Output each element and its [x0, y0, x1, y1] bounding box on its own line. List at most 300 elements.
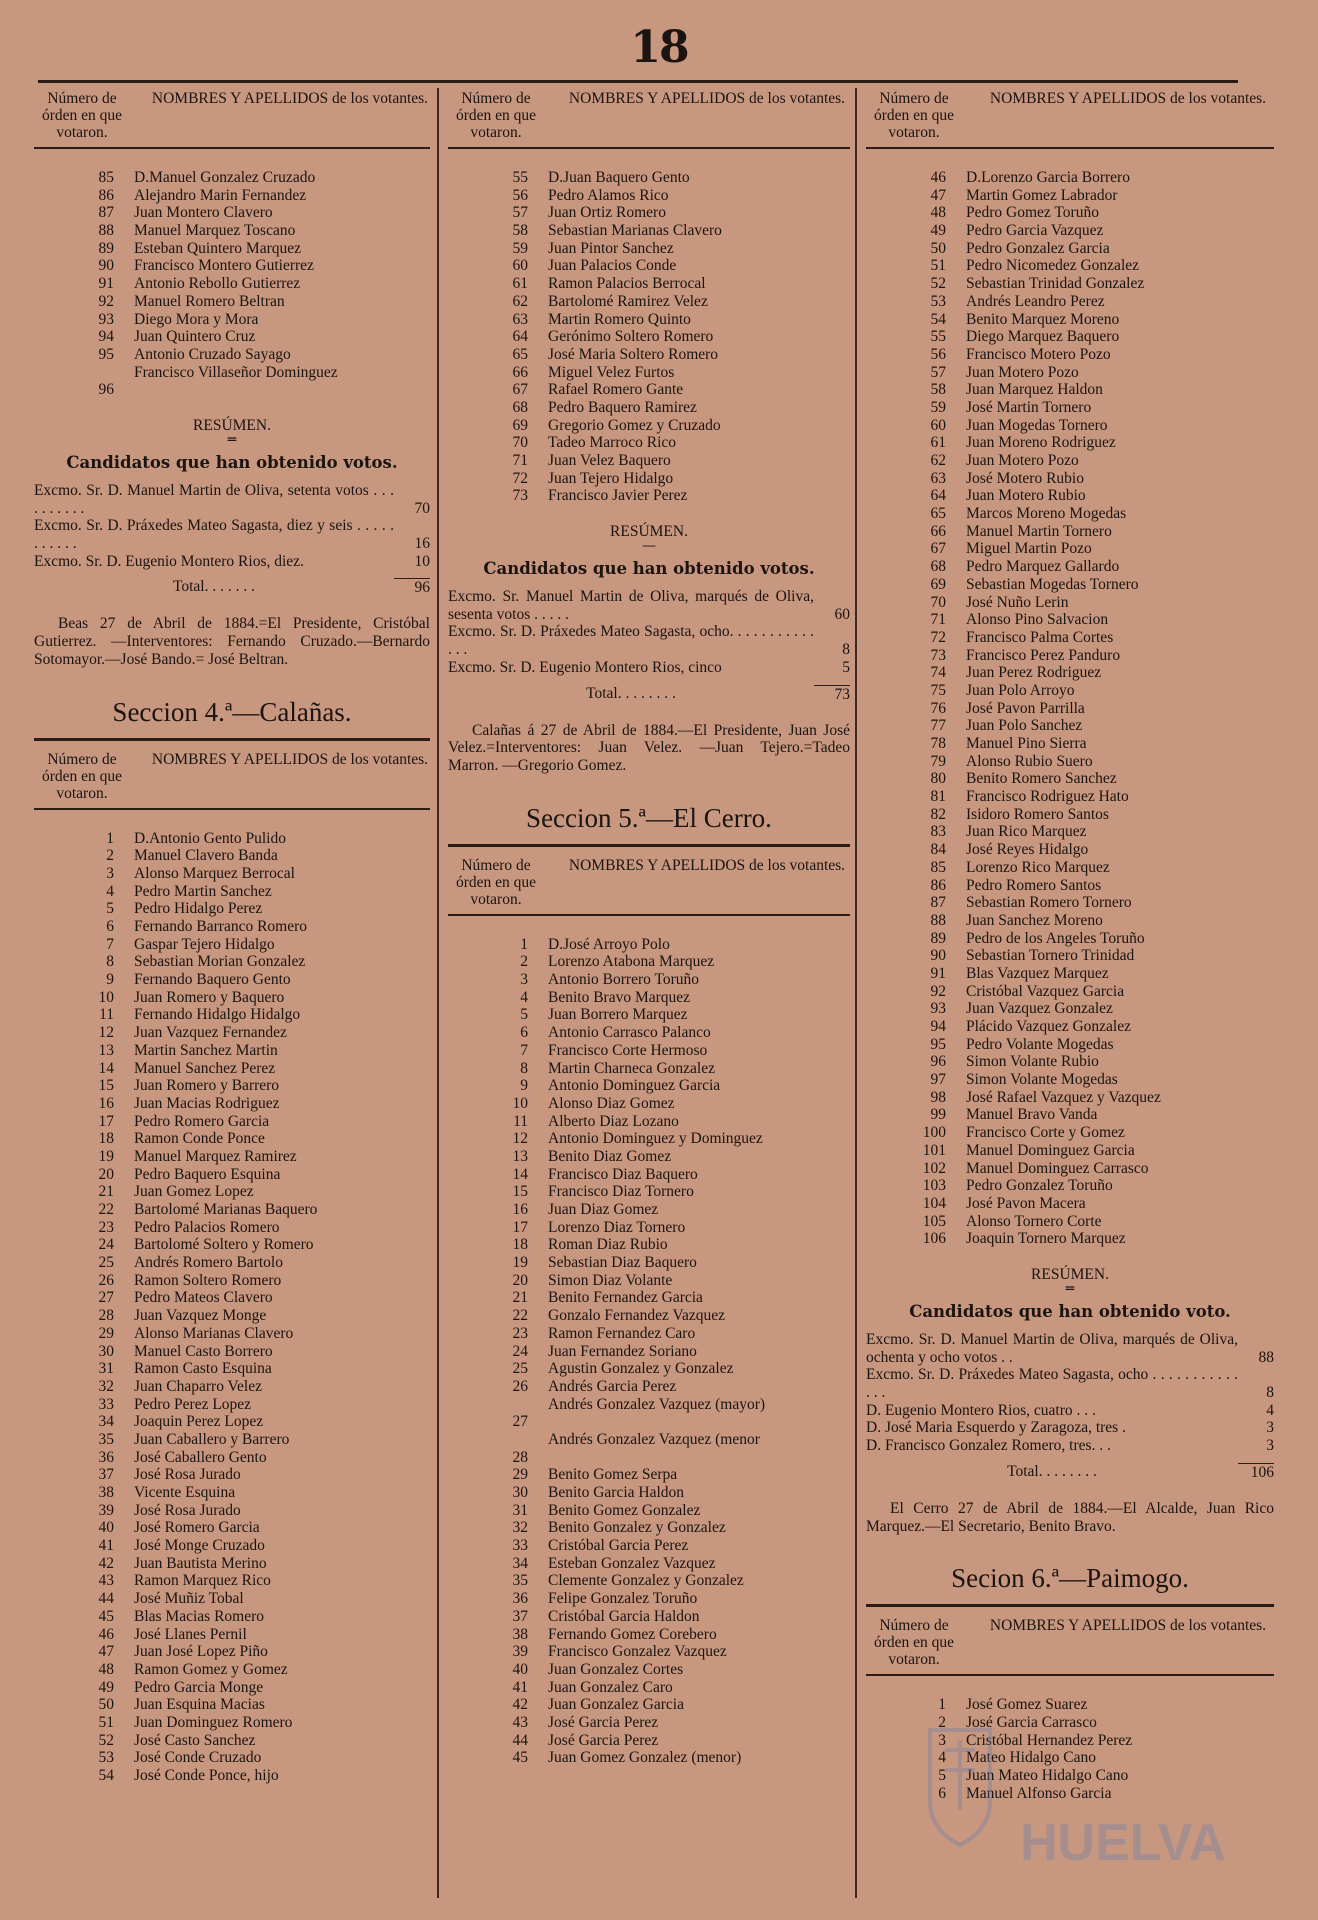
- voter-name: Juan José Lopez Piño: [134, 1643, 268, 1661]
- voter-number: 98: [930, 1088, 946, 1106]
- voter-number: 40: [512, 1660, 528, 1678]
- voter-row: [34, 1537, 430, 1555]
- voter-name: Pedro Perez Lopez: [134, 1395, 252, 1413]
- voter-name: Juan Rico Marquez: [966, 823, 1087, 841]
- voter-row: [448, 1166, 850, 1184]
- voter-name: Andrés Garcia Perez: [548, 1377, 677, 1395]
- voter-name: Miguel Martin Pozo: [966, 540, 1092, 558]
- voter-name: José Rosa Jurado: [134, 1501, 241, 1519]
- column-divider: [855, 88, 857, 1898]
- total-value: 73: [814, 685, 850, 704]
- voter-row: [448, 1148, 850, 1166]
- voter-number: 55: [512, 169, 528, 186]
- voter-number: 67: [930, 540, 946, 558]
- voter-name: Sebastian Marianas Clavero: [548, 222, 722, 240]
- voter-name: Juan Motero Pozo: [966, 452, 1079, 469]
- voter-number: 22: [512, 1307, 528, 1325]
- candidate-name: Excmo. Sr. D. Manuel Martin de Oliva, marqués de Oliva, ochenta y ocho votos . .: [866, 1330, 1238, 1366]
- voter-number: 37: [512, 1607, 528, 1625]
- voter-number: 4: [938, 1749, 946, 1767]
- voter-row: [866, 770, 1274, 788]
- voter-name: Juan Ortiz Romero: [548, 204, 666, 222]
- voter-name: Manuel Clavero Banda: [134, 847, 278, 865]
- vote-count: 5: [842, 658, 850, 676]
- voter-row: [448, 257, 850, 275]
- voter-name: Pedro Garcia Monge: [134, 1678, 264, 1696]
- voter-row: [448, 1714, 850, 1732]
- voter-number: 3: [106, 864, 114, 882]
- voter-name: José Garcia Perez: [548, 1713, 659, 1731]
- voter-number: 7: [520, 1041, 528, 1059]
- voter-row: [34, 1396, 430, 1414]
- voter-row: [34, 1289, 430, 1307]
- voter-name: Juan Romero y Barrero: [134, 1077, 280, 1095]
- voter-row: [448, 1732, 850, 1750]
- voter-name: Ramon Gomez y Gomez: [134, 1660, 288, 1678]
- voter-number: 41: [512, 1678, 528, 1696]
- voter-number: 16: [98, 1094, 114, 1112]
- voter-number: 94: [930, 1018, 946, 1035]
- vote-count: 8: [1266, 1384, 1274, 1402]
- voter-row: [866, 576, 1274, 594]
- voter-name: José Conde Ponce, hijo: [134, 1767, 279, 1785]
- voter-number: 1: [106, 829, 114, 847]
- candidate-name: Excmo. Sr. D. Práxedes Mateo Sagasta, ocho. . . . . . . . . . . . . .: [448, 623, 814, 659]
- voter-row: [866, 257, 1274, 275]
- voter-name: Juan Gonzalez Caro: [548, 1678, 673, 1696]
- voter-row: [34, 1572, 430, 1590]
- voter-row: [448, 452, 850, 470]
- voter-number: 77: [930, 717, 946, 735]
- voter-row: [448, 311, 850, 329]
- voter-row: [448, 1060, 850, 1078]
- section-title: Seccion 4.ª—Calañas.: [34, 697, 430, 741]
- voter-name: Juan Velez Baquero: [548, 452, 671, 469]
- voter-number: 46: [98, 1625, 114, 1643]
- voter-row: [866, 912, 1274, 930]
- voter-name: Roman Diaz Rubio: [548, 1236, 668, 1254]
- voter-row: [448, 487, 850, 505]
- voter-name: Esteban Gonzalez Vazquez: [548, 1554, 716, 1572]
- voter-number: 70: [930, 593, 946, 611]
- voter-name: Juan Borrero Marquez: [548, 1006, 688, 1024]
- voter-number: 10: [512, 1094, 528, 1112]
- voter-name: Lorenzo Diaz Tornero: [548, 1218, 686, 1236]
- candidate-name: Excmo. Sr. D. Práxedes Mateo Sagasta, ocho . . . . . . . . . . . . . .: [866, 1366, 1238, 1402]
- voter-number: 6: [520, 1024, 528, 1042]
- voter-row: [866, 965, 1274, 983]
- voter-name: Juan Perez Rodriguez: [966, 664, 1102, 682]
- voter-number: 27: [512, 1413, 528, 1431]
- voter-row: [866, 753, 1274, 771]
- voter-name: Pedro Volante Mogedas: [966, 1035, 1114, 1053]
- voter-name: Marcos Moreno Mogedas: [966, 505, 1127, 523]
- voter-name: Vicente Esquina: [134, 1484, 236, 1502]
- voter-name: José Garcia Carrasco: [966, 1713, 1097, 1731]
- voter-number: 97: [930, 1071, 946, 1089]
- voter-name: Alejandro Marin Fernandez: [134, 186, 307, 204]
- voter-name: Martin Romero Quinto: [548, 310, 691, 328]
- voter-name: Francisco Diaz Tornero: [548, 1183, 694, 1201]
- voter-number: 27: [98, 1289, 114, 1307]
- voter-name: Bartolomé Marianas Baquero: [134, 1201, 318, 1219]
- voter-name: José Nuño Lerin: [966, 593, 1069, 611]
- voter-name: Isidoro Romero Santos: [966, 805, 1109, 823]
- voter-row: [866, 629, 1274, 647]
- voter-number: 51: [930, 257, 946, 275]
- voter-row: [448, 1360, 850, 1378]
- voter-name: Juan Gonzalez Garcia: [548, 1696, 684, 1714]
- voter-row: [34, 847, 430, 865]
- voter-name: Rafael Romero Gante: [548, 381, 684, 399]
- voter-number: 44: [98, 1590, 114, 1608]
- voter-row: [866, 452, 1274, 470]
- voter-row: [866, 381, 1274, 399]
- voter-name: Antonio Cruzado Sayago: [134, 345, 291, 363]
- voter-name: Juan Romero y Baquero: [134, 988, 285, 1006]
- voter-name: Cristóbal Hernandez Perez: [966, 1731, 1133, 1749]
- voter-row: [34, 953, 430, 971]
- voter-number: 92: [98, 292, 114, 310]
- voter-number: 25: [512, 1360, 528, 1378]
- voter-name: Plácido Vazquez Gonzalez: [966, 1018, 1131, 1035]
- voter-name: Pedro Martin Sanchez: [134, 882, 272, 900]
- voter-name: José Gomez Suarez: [966, 1696, 1088, 1714]
- voter-name: Francisco Rodriguez Hato: [966, 788, 1129, 806]
- voter-name: José Muñiz Tobal: [134, 1590, 244, 1608]
- voter-row: [34, 1413, 430, 1431]
- voter-name: José Rosa Jurado: [134, 1466, 241, 1484]
- voter-number: 16: [512, 1201, 528, 1218]
- candidates-heading: Candidatos que han obtenido votos.: [66, 452, 398, 472]
- header-number: Número de órden en que votaron.: [41, 750, 123, 802]
- voter-number: 57: [930, 363, 946, 381]
- voter-number: 100: [922, 1124, 946, 1142]
- voter-number: 7: [106, 935, 114, 953]
- voter-number: 42: [98, 1554, 114, 1572]
- voter-number: 12: [98, 1024, 114, 1042]
- voter-row: [448, 936, 850, 954]
- voter-number: 47: [930, 186, 946, 204]
- voter-row: [34, 1343, 430, 1361]
- voter-name: Simon Volante Rubio: [966, 1053, 1099, 1071]
- voter-row: [34, 1307, 430, 1325]
- voter-row: [448, 470, 850, 488]
- voter-number: 24: [98, 1236, 114, 1254]
- voter-name: Juan Vazquez Gonzalez: [966, 1000, 1113, 1018]
- voter-row: [34, 257, 430, 275]
- voter-number: 60: [512, 257, 528, 275]
- voter-row: [866, 346, 1274, 364]
- voter-row: [866, 399, 1274, 417]
- column-1: [34, 90, 430, 1785]
- voter-number: 66: [512, 363, 528, 381]
- total-row: [34, 578, 430, 597]
- voter-name: José Casto Sanchez: [134, 1731, 256, 1749]
- voter-row: [448, 1502, 850, 1520]
- voter-name: D.Lorenzo Garcia Borrero: [966, 169, 1130, 186]
- voter-row: [448, 1590, 850, 1608]
- voter-row: [448, 381, 850, 399]
- voter-row: [34, 1024, 430, 1042]
- voter-row: [866, 682, 1274, 700]
- voter-name: Benito Diaz Gomez: [548, 1147, 672, 1165]
- voter-row: [448, 1183, 850, 1201]
- voter-number: 54: [930, 310, 946, 328]
- voter-name: Juan Polo Sanchez: [966, 717, 1083, 735]
- voter-row: [866, 983, 1274, 1001]
- voter-number: 61: [930, 434, 946, 452]
- voter-row: [448, 1236, 850, 1254]
- voter-row: [448, 346, 850, 364]
- voter-number: 106: [922, 1230, 946, 1248]
- table-header: [448, 857, 850, 916]
- total-label: Total. . . . . . . .: [586, 684, 676, 702]
- candidate-name: D. Francisco Gonzalez Romero, tres. . .: [866, 1437, 1111, 1455]
- voter-row: [448, 1219, 850, 1237]
- voter-name: Manuel Casto Borrero: [134, 1342, 273, 1360]
- voter-name: Fernando Gomez Corebero: [548, 1625, 717, 1643]
- table-header: [34, 751, 430, 810]
- voter-name: Manuel Marquez Ramirez: [134, 1147, 297, 1165]
- voter-row: [448, 1254, 850, 1272]
- voter-number: 13: [98, 1041, 114, 1059]
- voter-name: Manuel Martin Tornero: [966, 522, 1112, 540]
- closing-text: Beas 27 de Abril de 1884.=El Presidente, Cristóbal Gutierrez. —Interventores: Fernando Cruzado.—Bernardo Sotomayor.—José Bando.= José Beltran.: [34, 615, 430, 668]
- voter-number: 92: [930, 982, 946, 1000]
- voter-name: Alonso Rubio Suero: [966, 752, 1093, 770]
- voter-row: [34, 989, 430, 1007]
- voter-row: [34, 1183, 430, 1201]
- column-3: [866, 90, 1274, 1802]
- voter-number: 79: [930, 752, 946, 770]
- voter-name: D.Manuel Gonzalez Cruzado: [134, 169, 316, 186]
- result-entry: [866, 1437, 1274, 1455]
- voter-row: [34, 1608, 430, 1626]
- voter-row: [866, 470, 1274, 488]
- voter-name: Pedro Hidalgo Perez: [134, 900, 263, 918]
- dash-divider: ═: [227, 431, 237, 448]
- voter-row: [448, 1024, 850, 1042]
- voter-row: [34, 311, 430, 329]
- voter-row: [448, 1679, 850, 1697]
- voter-name: Lorenzo Rico Marquez: [966, 858, 1110, 876]
- voter-row: [34, 1201, 430, 1219]
- voter-number: 17: [98, 1112, 114, 1130]
- candidate-name: Excmo. Sr. D. Manuel Martin de Oliva, setenta votos . . . . . . . . . .: [34, 481, 394, 517]
- total-value: 106: [1238, 1463, 1274, 1482]
- voter-number: 95: [930, 1035, 946, 1053]
- top-rule: [38, 80, 1238, 83]
- voter-name: Manuel Dominguez Garcia: [966, 1141, 1135, 1159]
- voter-number: 24: [512, 1342, 528, 1360]
- voter-name: Manuel Marquez Toscano: [134, 222, 296, 240]
- voter-name: Juan Palacios Conde: [548, 257, 677, 275]
- voter-name: José Conde Cruzado: [134, 1749, 262, 1767]
- table-header: [866, 1617, 1274, 1676]
- table-header: [448, 90, 850, 149]
- voter-name: Pedro Nicomedez Gonzalez: [966, 257, 1140, 275]
- voter-number: 9: [106, 971, 114, 989]
- voter-row: [34, 1360, 430, 1378]
- voter-number: 85: [98, 169, 114, 186]
- voter-name: Juan Sanchez Moreno: [966, 911, 1103, 929]
- voter-row: [34, 1042, 430, 1060]
- voter-number: 93: [930, 1000, 946, 1018]
- voter-name: Juan Motero Pozo: [966, 363, 1079, 381]
- voter-number: 37: [98, 1466, 114, 1484]
- voter-number: 88: [930, 911, 946, 929]
- voter-name: Juan Bautista Merino: [134, 1554, 267, 1572]
- voter-number: 52: [98, 1731, 114, 1749]
- voter-number: 28: [512, 1448, 528, 1466]
- voter-number: 83: [930, 823, 946, 841]
- voter-number: 64: [930, 487, 946, 505]
- voter-number: 13: [512, 1147, 528, 1165]
- result-entry: [34, 553, 430, 571]
- section-title: Secion 6.ª—Paimogo.: [866, 1563, 1274, 1607]
- voter-row: [34, 1325, 430, 1343]
- voter-name: Juan Gomez Gonzalez (menor): [548, 1749, 742, 1767]
- voter-name: Agustin Gonzalez y Gonzalez: [548, 1360, 734, 1378]
- voter-row: [866, 859, 1274, 877]
- voter-name: Juan Dominguez Romero: [134, 1713, 293, 1731]
- voter-name: Francisco Corte y Gomez: [966, 1124, 1125, 1142]
- voter-number: 95: [98, 345, 114, 363]
- voter-row: [448, 364, 850, 382]
- voter-number: 58: [930, 381, 946, 399]
- voter-row: [866, 806, 1274, 824]
- voter-name: Juan Esquina Macias: [134, 1696, 265, 1714]
- voter-number: 71: [512, 452, 528, 469]
- voter-row: [34, 1148, 430, 1166]
- voter-name: Francisco Corte Hermoso: [548, 1041, 708, 1059]
- voter-row: [34, 346, 430, 364]
- result-entry: [866, 1366, 1274, 1401]
- voter-name: Francisco Gonzalez Vazquez: [548, 1643, 727, 1661]
- voter-row: [448, 1608, 850, 1626]
- voter-name: Pedro Gomez Toruño: [966, 204, 1099, 222]
- resumen-heading: RESÚMEN.: [1031, 1265, 1109, 1283]
- voter-name: Juan Diaz Gomez: [548, 1201, 659, 1218]
- voter-row: [34, 830, 430, 848]
- voter-row: [34, 275, 430, 293]
- voter-name: Ramon Fernandez Caro: [548, 1324, 696, 1342]
- voter-name: Gerónimo Soltero Romero: [548, 328, 714, 346]
- voter-name: Juan Motero Rubio: [966, 487, 1086, 505]
- voter-name: Fernando Baquero Gento: [134, 971, 291, 989]
- voter-name: Cristóbal Garcia Perez: [548, 1537, 689, 1555]
- voter-number: 56: [512, 186, 528, 204]
- candidate-name: Excmo. Sr. D. Eugenio Montero Rios, cinco: [448, 658, 722, 676]
- header-number: Número de órden en que votaron.: [41, 90, 123, 141]
- voter-name: Ramon Marquez Rico: [134, 1572, 271, 1590]
- section-title: Seccion 5.ª—El Cerro.: [448, 803, 850, 847]
- voter-number: 21: [98, 1183, 114, 1201]
- voter-number: 60: [930, 416, 946, 434]
- voter-number: 59: [512, 239, 528, 257]
- voter-list: [866, 169, 1274, 1248]
- voter-name: Sebastian Diaz Baquero: [548, 1254, 697, 1272]
- resumen-heading: RESÚMEN.: [610, 523, 688, 541]
- voter-name: Martin Sanchez Martin: [134, 1041, 278, 1059]
- voter-row: [866, 311, 1274, 329]
- voter-row: [866, 611, 1274, 629]
- voter-row: [866, 1036, 1274, 1054]
- voter-list: [34, 169, 430, 399]
- voter-row: [866, 222, 1274, 240]
- voter-number: 63: [512, 310, 528, 328]
- voter-row: [866, 187, 1274, 205]
- candidate-name: Excmo. Sr. D. Práxedes Mateo Sagasta, diez y seis . . . . . . . . . . .: [34, 517, 394, 553]
- voter-row: [34, 971, 430, 989]
- voter-row: [448, 1696, 850, 1714]
- voter-name: Ramon Soltero Romero: [134, 1271, 282, 1289]
- voter-number: 80: [930, 770, 946, 788]
- voter-number: 39: [98, 1501, 114, 1519]
- voter-row: [448, 1572, 850, 1590]
- voter-number: 35: [512, 1572, 528, 1590]
- voter-number: 72: [930, 628, 946, 646]
- voter-row: [34, 328, 430, 346]
- voter-row: [34, 918, 430, 936]
- voter-name: D.Antonio Gento Pulido: [134, 829, 286, 847]
- voter-row: [866, 930, 1274, 948]
- column-divider: [437, 88, 439, 1898]
- closing-text: Calañas á 27 de Abril de 1884.—El Presidente, Juan José Velez.=Interventores: Juan Velez. —Juan Tejero.=Tadeo Marron. —Gregorio Gomez.: [448, 721, 850, 774]
- voter-name: Cristóbal Garcia Haldon: [548, 1607, 700, 1625]
- voter-name: Pedro Romero Santos: [966, 876, 1102, 894]
- voter-row: [34, 1679, 430, 1697]
- voter-row: [448, 1201, 850, 1219]
- voter-name: Diego Mora y Mora: [134, 310, 259, 328]
- voter-name: Manuel Dominguez Carrasco: [966, 1159, 1149, 1177]
- voter-row: [866, 735, 1274, 753]
- voter-name: Francisco Palma Cortes: [966, 628, 1114, 646]
- voter-number: 96: [930, 1053, 946, 1071]
- voter-number: 46: [930, 169, 946, 186]
- voter-name: José Reyes Hidalgo: [966, 841, 1089, 859]
- voter-row: [448, 1289, 850, 1307]
- voter-name: Ramon Conde Ponce: [134, 1130, 265, 1148]
- voter-number: 36: [98, 1448, 114, 1466]
- voter-row: [448, 1466, 850, 1484]
- voter-number: 64: [512, 328, 528, 346]
- voter-name: Juan Pintor Sanchez: [548, 239, 674, 257]
- voter-number: 35: [98, 1430, 114, 1448]
- dash-divider: —: [642, 538, 656, 555]
- voter-row: [34, 1590, 430, 1608]
- voter-row: [866, 877, 1274, 895]
- voter-row: [34, 1643, 430, 1661]
- voter-number: 65: [512, 345, 528, 363]
- voter-row: [866, 1195, 1274, 1213]
- voter-row: [448, 1749, 850, 1767]
- vote-count: 88: [1258, 1348, 1274, 1366]
- voter-name: José Motero Rubio: [966, 469, 1084, 487]
- voter-number: 57: [512, 204, 528, 222]
- voter-row: [866, 1106, 1274, 1124]
- voter-number: 18: [512, 1236, 528, 1254]
- voter-number: 89: [930, 929, 946, 947]
- huelva-watermark-logo: [910, 1710, 1250, 1890]
- voter-name: Antonio Rebollo Gutierrez: [134, 275, 301, 293]
- voter-row: [448, 169, 850, 187]
- voter-row: [448, 275, 850, 293]
- voter-number: 81: [930, 788, 946, 806]
- voter-row: [866, 1177, 1274, 1195]
- voter-row: [448, 1307, 850, 1325]
